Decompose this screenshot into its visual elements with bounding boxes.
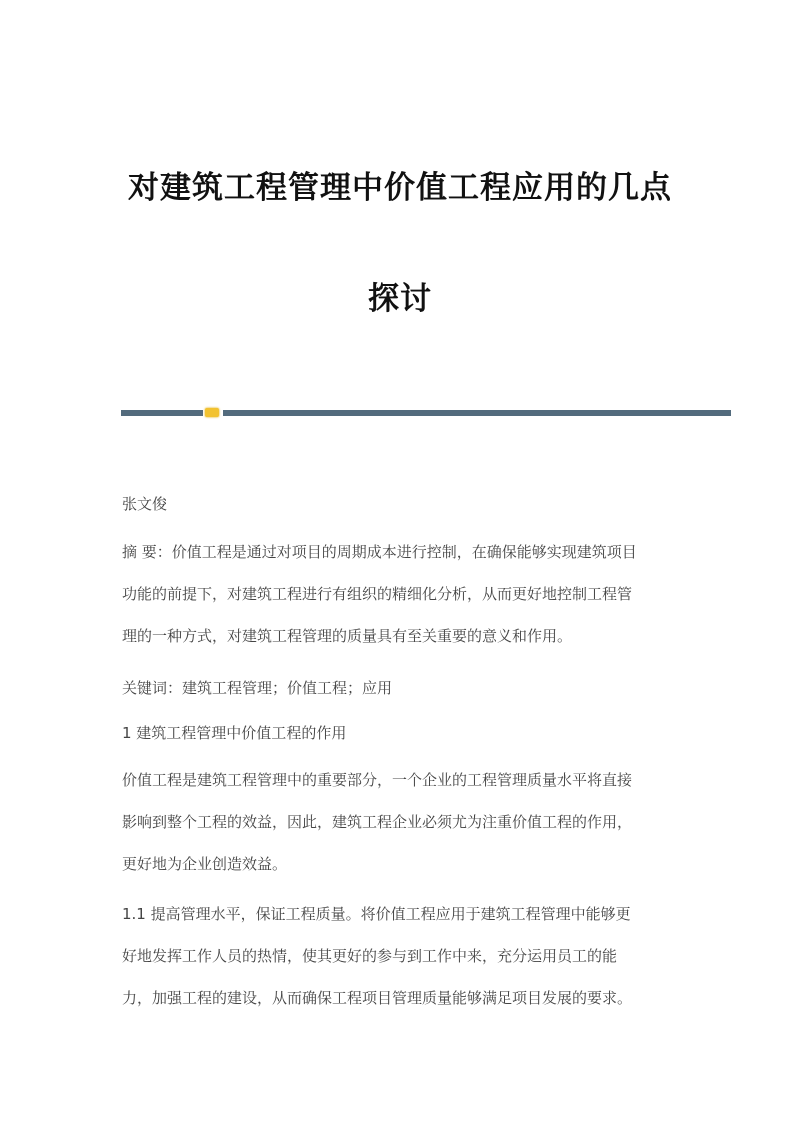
paragraph-line: 价值工程是建筑工程管理中的重要部分，一个企业的工程管理质量水平将直接 — [122, 771, 633, 789]
paragraph-line: 更好地为企业创造效益。 — [122, 855, 288, 873]
paragraph-line: 影响到整个工程的效益，因此，建筑工程企业必须尤为注重价值工程的作用， — [122, 813, 633, 831]
title-line-1: 对建筑工程管理中价值工程应用的几点 — [128, 170, 672, 206]
abstract — [122, 531, 637, 657]
divider-left — [121, 410, 203, 416]
author: 张文俊 — [122, 495, 168, 513]
divider-badge-icon — [205, 408, 219, 417]
abstract-line: 功能的前提下，对建筑工程进行有组织的精细化分析，从而更好地控制工程管 — [122, 585, 633, 603]
title-line-2: 探讨 — [368, 281, 432, 317]
section-1-paragraph — [122, 759, 632, 885]
section-1-heading: 1 建筑工程管理中价值工程的作用 — [122, 724, 347, 742]
paragraph-line: 好地发挥工作人员的热情，使其更好的参与到工作中来，充分运用员工的能 — [122, 947, 618, 965]
abstract-line: 摘 要：价值工程是通过对项目的周期成本进行控制，在确保能够实现建筑项目 — [122, 543, 637, 561]
section-1-1-paragraph — [122, 893, 632, 1019]
abstract-line: 理的一种方式，对建筑工程管理的质量具有至关重要的意义和作用。 — [122, 627, 573, 645]
keywords: 关键词：建筑工程管理；价值工程；应用 — [122, 679, 393, 697]
divider-right — [223, 410, 731, 416]
paragraph-line: 1.1 提高管理水平，保证工程质量。将价值工程应用于建筑工程管理中能够更 — [122, 905, 631, 923]
paragraph-line: 力，加强工程的建设，从而确保工程项目管理质量能够满足项目发展的要求。 — [122, 989, 633, 1007]
